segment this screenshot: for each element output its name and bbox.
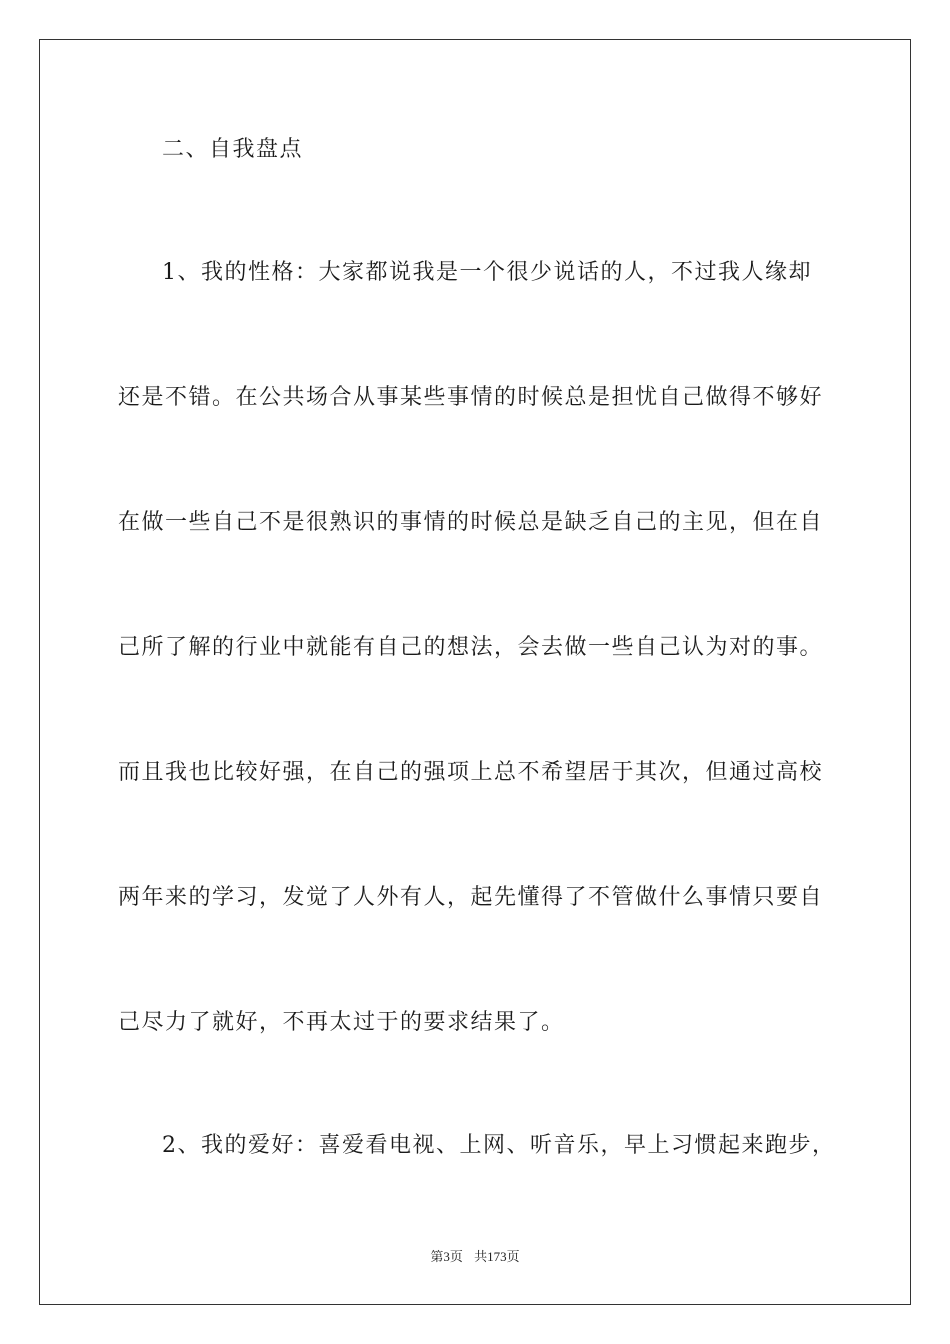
section-heading: 二、自我盘点 — [162, 137, 304, 162]
paragraph-line: 己尽力了就好，不再太过于的要求结果了。 — [118, 1010, 565, 1035]
paragraph-line: 在做一些自己不是很熟识的事情的时候总是缺乏自己的主见，但在自 — [118, 510, 824, 535]
paragraph-line: 己所了解的行业中就能有自己的想法，会去做一些自己认为对的事。 — [118, 635, 824, 660]
page-border — [39, 39, 911, 1305]
paragraph-line: 还是不错。在公共场合从事某些事情的时候总是担忧自己做得不够好 — [118, 385, 824, 410]
paragraph-line: 两年来的学习，发觉了人外有人，起先懂得了不管做什么事情只要自 — [118, 885, 824, 910]
page-footer — [0, 1246, 950, 1265]
page-number: 第3页 — [430, 1249, 463, 1264]
paragraph-line: 2、我的爱好：喜爱看电视、上网、听音乐，早上习惯起来跑步， — [162, 1133, 836, 1158]
paragraph-line: 而且我也比较好强，在自己的强项上总不希望居于其次，但通过高校 — [118, 760, 824, 785]
page-total: 共173页 — [474, 1249, 520, 1264]
paragraph-line: 1、我的性格：大家都说我是一个很少说话的人，不过我人缘却 — [162, 260, 812, 285]
